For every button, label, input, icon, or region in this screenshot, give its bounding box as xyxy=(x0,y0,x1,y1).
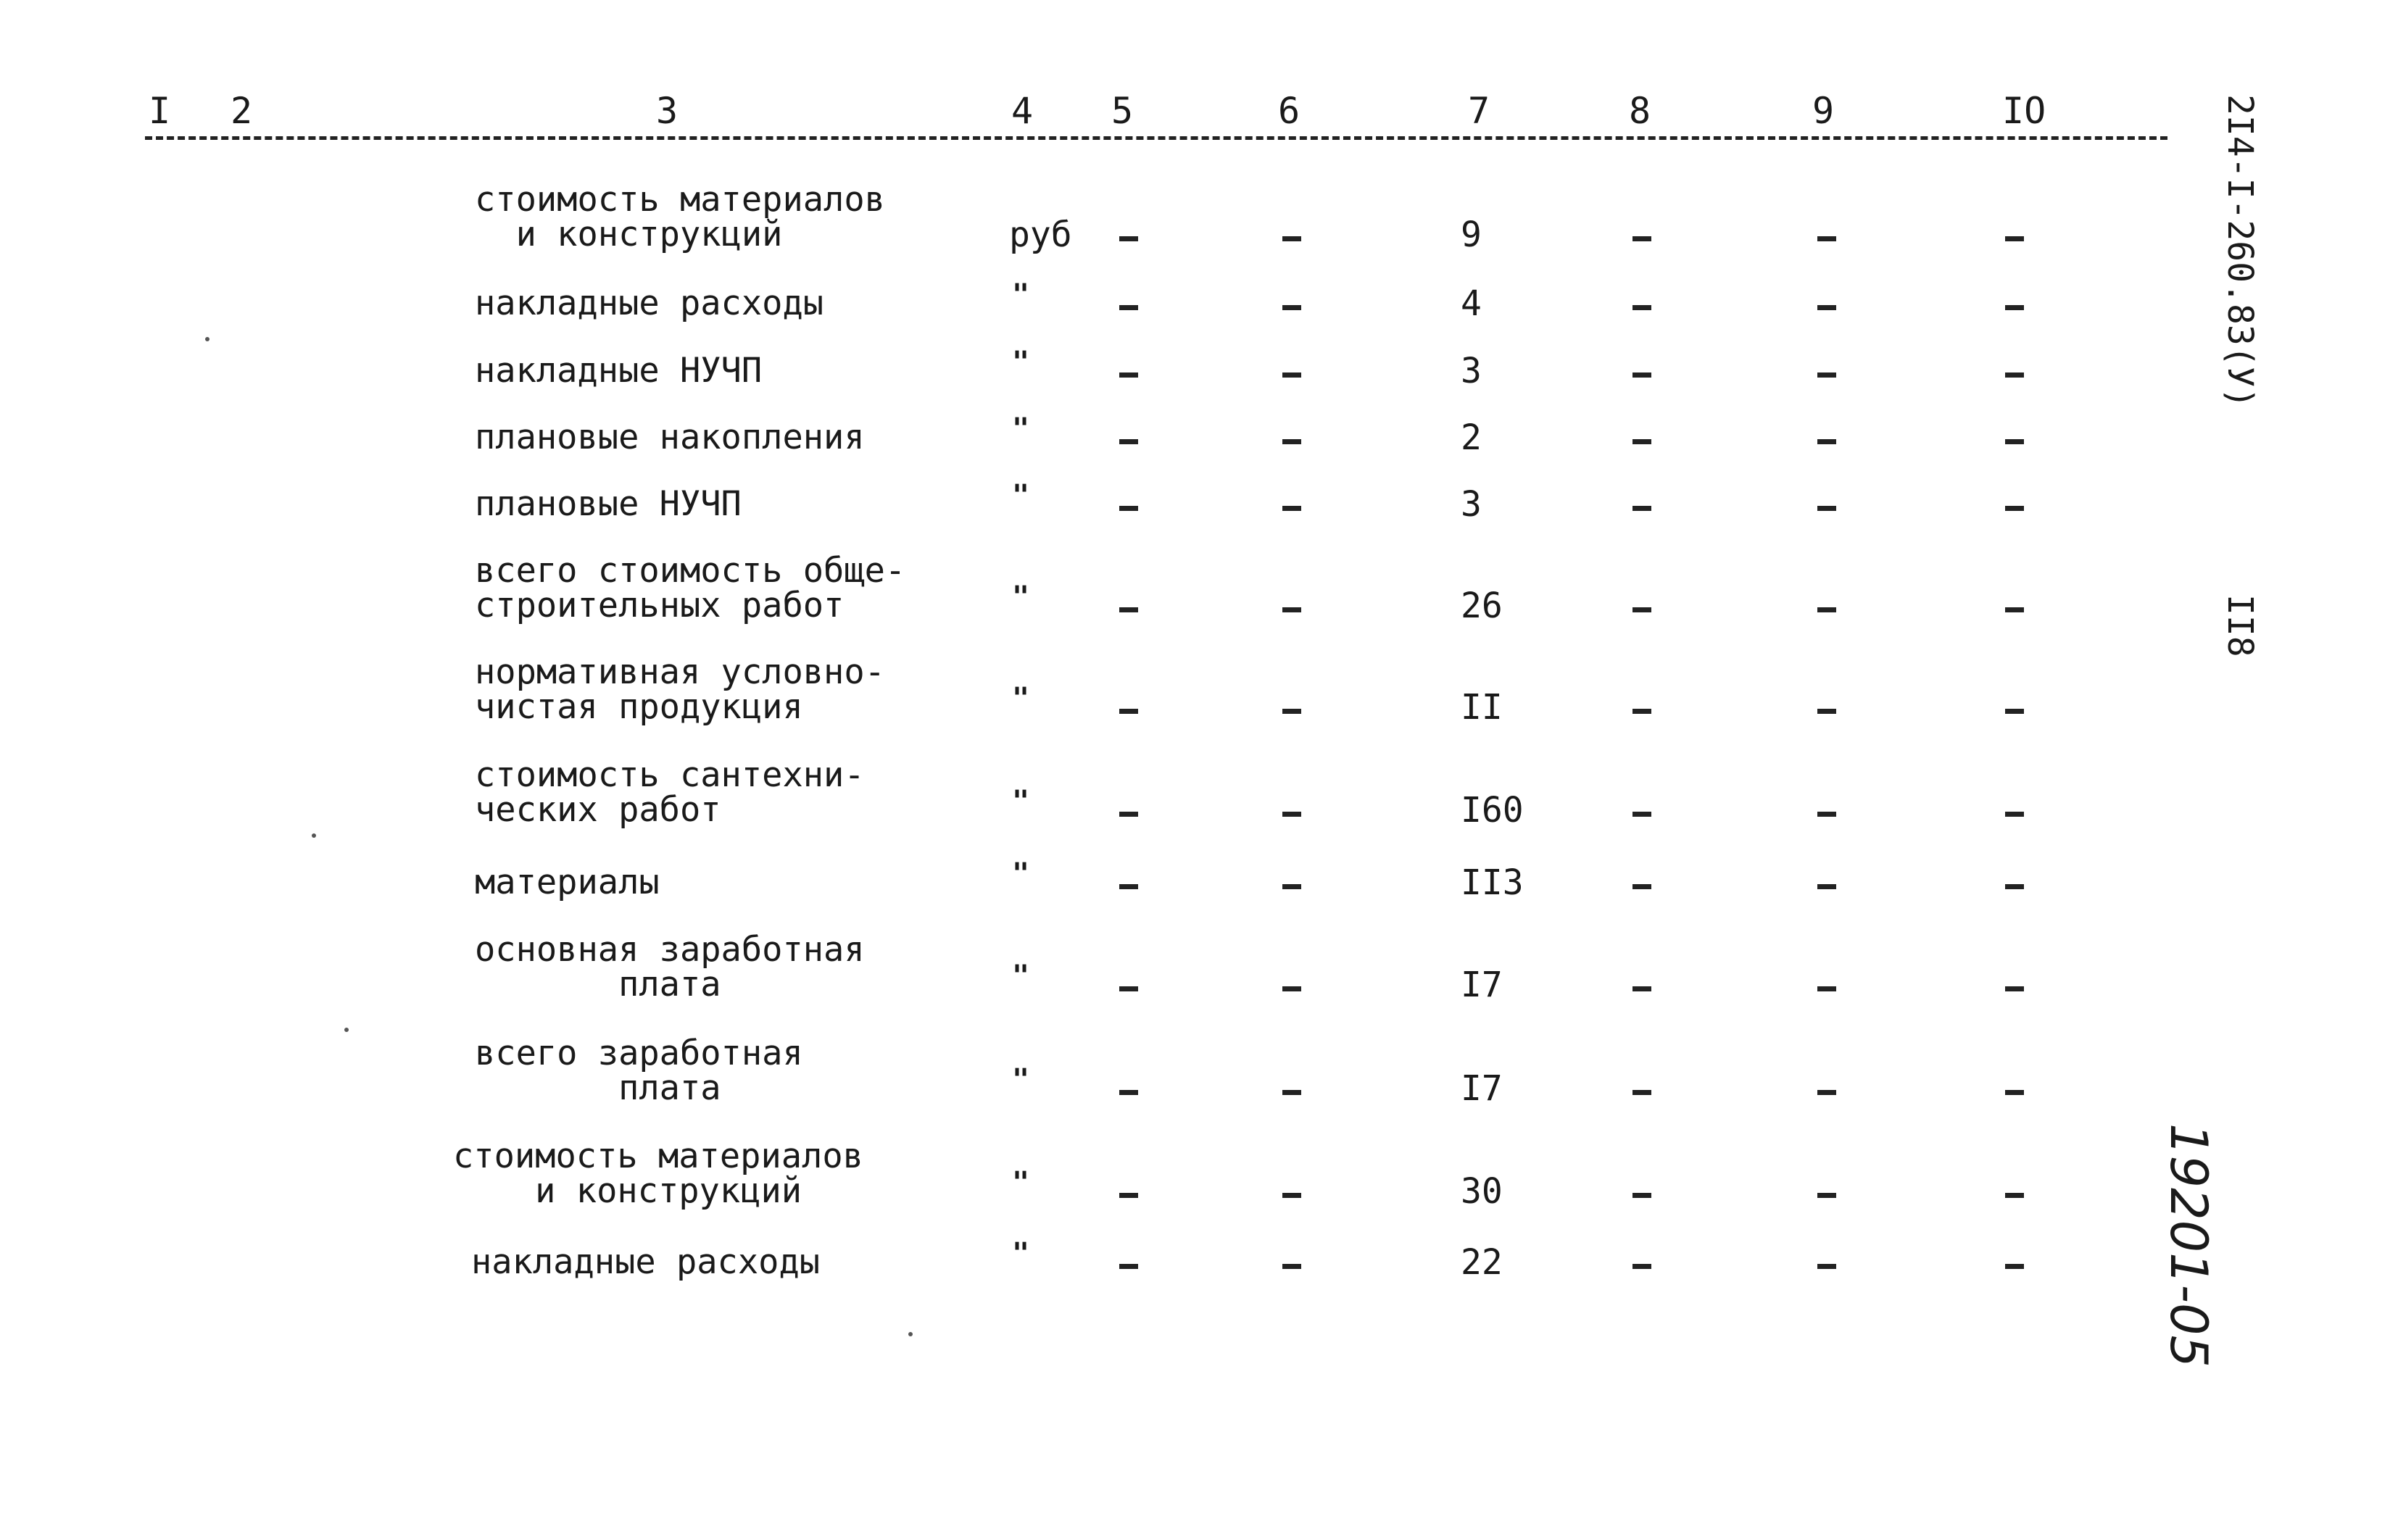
row-name: стоимость материалов и конструкций xyxy=(475,180,885,254)
dash-c9 xyxy=(1817,506,1836,511)
column-header-5: 5 xyxy=(1111,90,1134,132)
dash-c6 xyxy=(1282,305,1301,310)
dash-c5 xyxy=(1119,812,1138,817)
dash-c9 xyxy=(1817,439,1836,444)
dash-c6 xyxy=(1282,812,1301,817)
ditto-mark: " xyxy=(1012,346,1030,379)
value-cell: I60 xyxy=(1461,790,1524,831)
dash-c8 xyxy=(1632,236,1651,241)
value-cell: 26 xyxy=(1461,586,1503,626)
dash-c8 xyxy=(1632,1090,1651,1095)
dash-c5 xyxy=(1119,1090,1138,1095)
value-cell: II3 xyxy=(1461,862,1524,903)
row-name: всего стоимость обще- строительных работ xyxy=(475,551,906,625)
dash-c5 xyxy=(1119,372,1138,378)
dash-c6 xyxy=(1282,439,1301,444)
dash-c6 xyxy=(1282,1193,1301,1198)
inventory-number: 19201-05 xyxy=(2159,1123,2218,1368)
ditto-mark: " xyxy=(1012,682,1030,715)
value-cell: I7 xyxy=(1461,1068,1503,1109)
ditto-mark: " xyxy=(1012,1063,1030,1096)
row-name: накладные расходы xyxy=(471,1242,821,1282)
dash-c6 xyxy=(1282,607,1301,612)
dash-c5 xyxy=(1119,884,1138,889)
dash-c10 xyxy=(2005,372,2024,378)
dash-c9 xyxy=(1817,812,1836,817)
column-header-9: 9 xyxy=(1812,90,1835,132)
dash-c5 xyxy=(1119,439,1138,444)
dash-c6 xyxy=(1282,986,1301,991)
dash-c9 xyxy=(1817,1264,1836,1269)
dash-c5 xyxy=(1119,506,1138,511)
ditto-mark: " xyxy=(1012,785,1030,818)
dash-c9 xyxy=(1817,709,1836,714)
dash-c5 xyxy=(1119,236,1138,241)
dash-c6 xyxy=(1282,1090,1301,1095)
value-cell: I7 xyxy=(1461,965,1503,1005)
column-header-2: 2 xyxy=(231,90,253,132)
dash-c6 xyxy=(1282,884,1301,889)
ditto-mark: " xyxy=(1012,857,1030,891)
dash-c5 xyxy=(1119,607,1138,612)
column-header-6: 6 xyxy=(1278,90,1300,132)
dash-c6 xyxy=(1282,372,1301,378)
dash-c8 xyxy=(1632,709,1651,714)
value-cell: 30 xyxy=(1461,1171,1503,1212)
document-code: 2I4-I-260.83(У) xyxy=(2220,94,2260,409)
dash-c5 xyxy=(1119,1193,1138,1198)
value-cell: 22 xyxy=(1461,1242,1503,1283)
row-name: плановые НУЧП xyxy=(475,484,742,524)
dash-c10 xyxy=(2005,812,2024,817)
dash-c9 xyxy=(1817,1090,1836,1095)
dash-c10 xyxy=(2005,709,2024,714)
ditto-mark: " xyxy=(1012,960,1030,993)
dash-c10 xyxy=(2005,1090,2024,1095)
dash-c9 xyxy=(1817,1193,1836,1198)
ditto-mark: " xyxy=(1012,1166,1030,1199)
dash-c6 xyxy=(1282,709,1301,714)
scan-speck xyxy=(908,1332,913,1336)
dash-c8 xyxy=(1632,372,1651,378)
scan-speck xyxy=(344,1028,349,1032)
value-cell: 2 xyxy=(1461,417,1482,458)
dash-c5 xyxy=(1119,305,1138,310)
dash-c9 xyxy=(1817,372,1836,378)
dash-c8 xyxy=(1632,884,1651,889)
dash-c5 xyxy=(1119,1264,1138,1269)
dash-c10 xyxy=(2005,305,2024,310)
row-name: основная заработная плата xyxy=(475,930,865,1004)
dash-c10 xyxy=(2005,1193,2024,1198)
row-name: плановые накопления xyxy=(475,417,865,457)
dash-c8 xyxy=(1632,1264,1651,1269)
dash-c10 xyxy=(2005,506,2024,511)
ditto-mark: " xyxy=(1012,1237,1030,1270)
row-name: материалы xyxy=(475,862,660,902)
ditto-mark: " xyxy=(1012,412,1030,446)
value-cell: 3 xyxy=(1461,351,1482,391)
dash-c10 xyxy=(2005,884,2024,889)
dash-c5 xyxy=(1119,709,1138,714)
ditto-mark: " xyxy=(1012,278,1030,312)
scan-speck xyxy=(205,337,209,341)
dash-c8 xyxy=(1632,812,1651,817)
dash-c9 xyxy=(1817,607,1836,612)
ditto-mark: " xyxy=(1012,479,1030,512)
dash-c9 xyxy=(1817,884,1836,889)
column-header-3: 3 xyxy=(656,90,679,132)
dash-c8 xyxy=(1632,607,1651,612)
value-cell: II xyxy=(1461,687,1503,728)
column-header-10: IO xyxy=(2002,90,2046,132)
column-header-1: I xyxy=(149,90,171,132)
dash-c5 xyxy=(1119,986,1138,991)
dash-c9 xyxy=(1817,236,1836,241)
dash-c9 xyxy=(1817,305,1836,310)
row-name: нормативная условно- чистая продукция xyxy=(475,652,885,727)
column-header-4: 4 xyxy=(1011,90,1034,132)
dash-c6 xyxy=(1282,236,1301,241)
dash-c10 xyxy=(2005,986,2024,991)
column-header-7: 7 xyxy=(1468,90,1490,132)
dash-c10 xyxy=(2005,439,2024,444)
scan-speck xyxy=(312,833,316,838)
dash-c9 xyxy=(1817,986,1836,991)
value-cell: 4 xyxy=(1461,283,1482,324)
row-name: накладные расходы xyxy=(475,283,824,323)
dash-c8 xyxy=(1632,506,1651,511)
dash-c8 xyxy=(1632,1193,1651,1198)
page-number: II8 xyxy=(2220,594,2260,657)
row-name: накладные НУЧП xyxy=(475,351,763,391)
dash-c8 xyxy=(1632,305,1651,310)
unit-cell: руб xyxy=(1009,215,1072,255)
ditto-mark: " xyxy=(1012,580,1030,614)
value-cell: 3 xyxy=(1461,484,1482,525)
dash-c8 xyxy=(1632,986,1651,991)
column-header-8: 8 xyxy=(1629,90,1651,132)
dash-c10 xyxy=(2005,1264,2024,1269)
dash-c10 xyxy=(2005,236,2024,241)
dash-c6 xyxy=(1282,1264,1301,1269)
header-divider xyxy=(145,136,2167,140)
row-name: всего заработная плата xyxy=(475,1033,803,1108)
dash-c10 xyxy=(2005,607,2024,612)
row-name: стоимость сантехни- ческих работ xyxy=(475,755,865,830)
row-name: стоимость материалов и конструкций xyxy=(453,1136,863,1211)
dash-c6 xyxy=(1282,506,1301,511)
value-cell: 9 xyxy=(1461,215,1482,255)
dash-c8 xyxy=(1632,439,1651,444)
